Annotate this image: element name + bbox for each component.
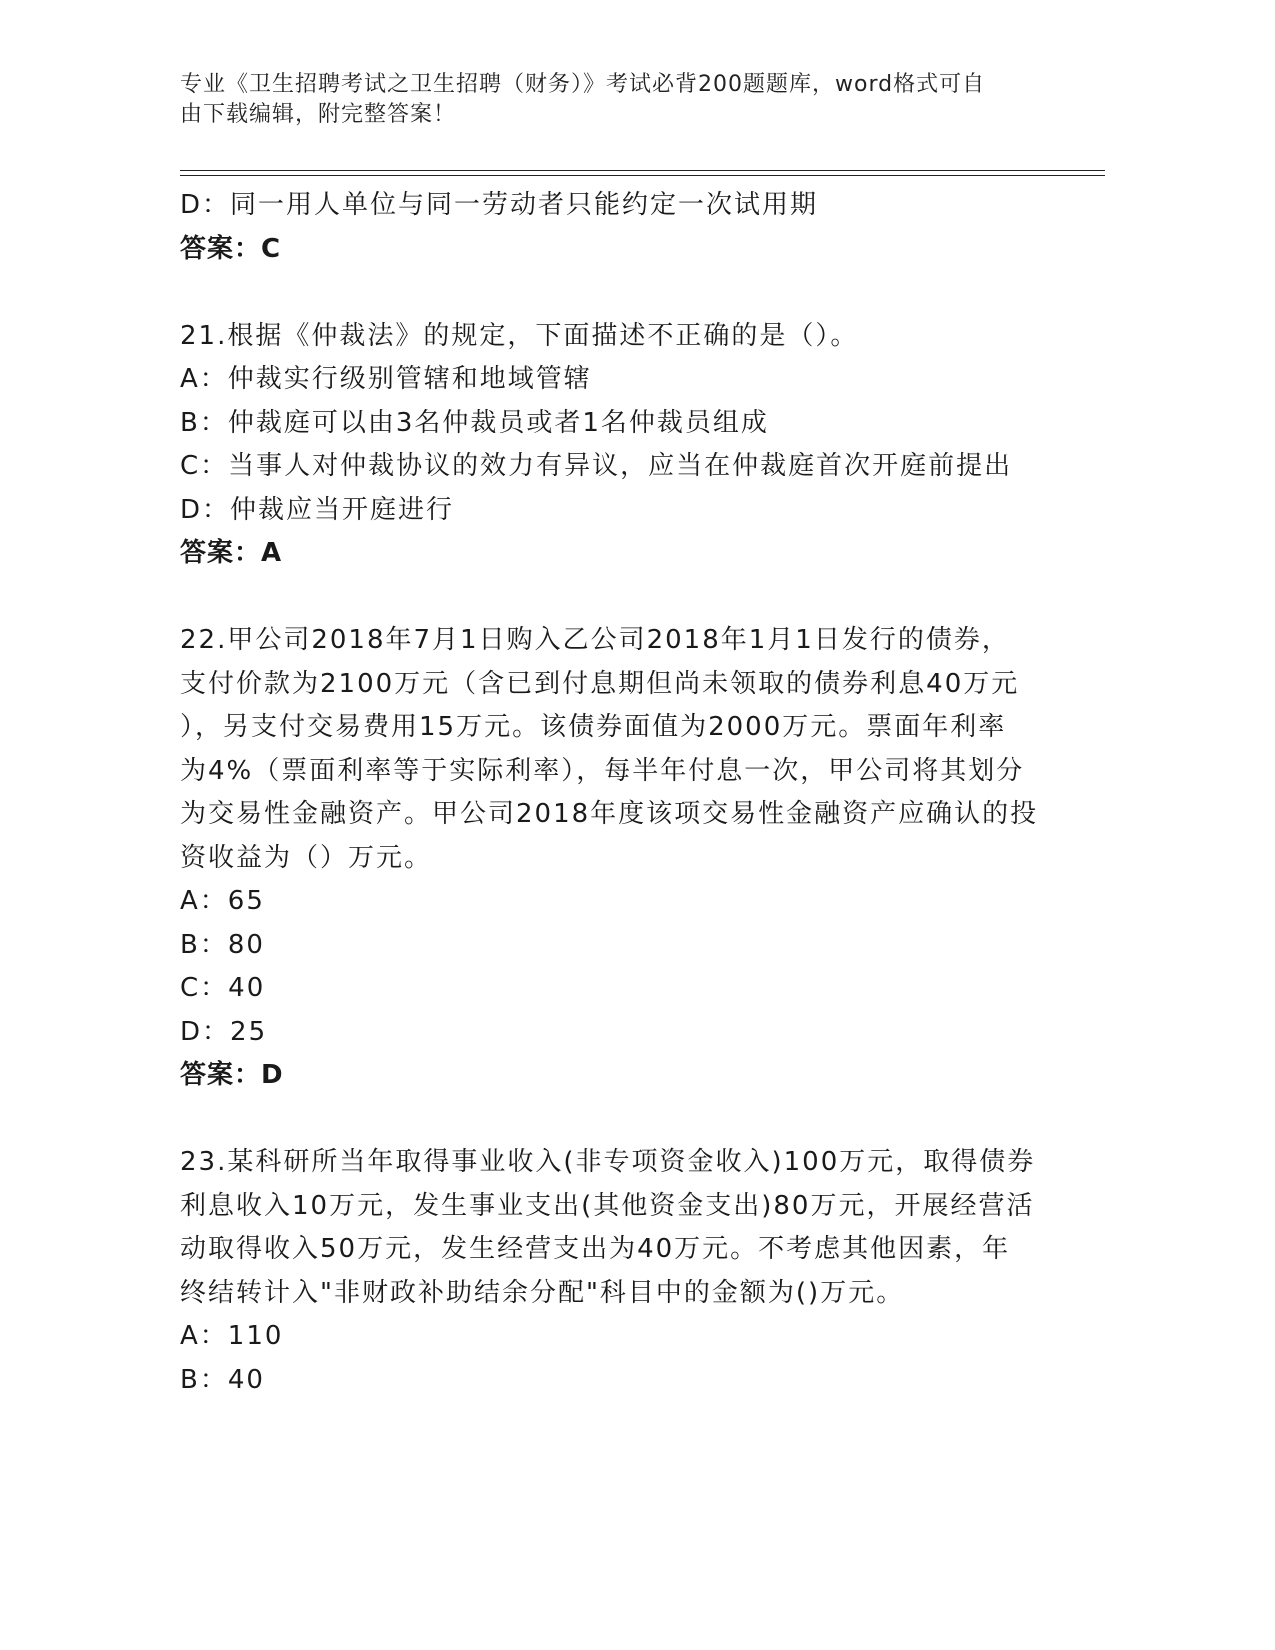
question-stem-line: ），另支付交易费用15万元。该债券面值为2000万元。票面年利率 — [180, 712, 1007, 742]
option-d: D：25 — [180, 1016, 268, 1047]
question-content — [180, 184, 1050, 1402]
question-stem-line: 动取得收入50万元，发生经营支出为40万元。不考虑其他因素，年 — [180, 1234, 1011, 1264]
header-divider-top — [180, 170, 1105, 171]
option-a: A：仲裁实行级别管辖和地域管辖 — [180, 364, 592, 394]
question-22 — [180, 619, 1050, 1098]
option-c: C：当事人对仲裁协议的效力有异议，应当在仲裁庭首次开庭前提出 — [180, 451, 1013, 481]
answer: 答案：A — [180, 538, 283, 568]
question-stem-line: 终结转计入"非财政补助结余分配"科目中的金额为()万元。 — [180, 1277, 905, 1308]
question-stem: 21.根据《仲裁法》的规定，下面描述不正确的是（）。 — [180, 320, 859, 351]
prev-answer: 答案：C — [180, 233, 282, 264]
header-line-1: 专业《卫生招聘考试之卫生招聘（财务）》考试必背200题题库，word格式可自 — [180, 72, 986, 97]
option-b: B：仲裁庭可以由3名仲裁员或者1名仲裁员组成 — [180, 407, 769, 438]
header-line-2: 由下载编辑，附完整答案！ — [180, 102, 457, 127]
question-stem-line: 支付价款为2100万元（含已到付息期但尚未领取的债券利息40万元 — [180, 668, 1020, 699]
question-stem-line: 23.某科研所当年取得事业收入(非专项资金收入)100万元，取得债券 — [180, 1147, 1036, 1177]
answer: 答案：D — [180, 1060, 284, 1090]
prev-option-d: D：同一用人单位与同一劳动者只能约定一次试用期 — [180, 190, 819, 220]
question-stem-line: 资收益为（）万元。 — [180, 842, 433, 873]
header-divider-bottom — [180, 175, 1105, 176]
spacer — [180, 271, 1050, 315]
option-d: D：仲裁应当开庭进行 — [180, 494, 455, 525]
question-stem-line: 22.甲公司2018年7月1日购入乙公司2018年1月1日发行的债券， — [180, 625, 1010, 655]
option-a: A：65 — [180, 886, 265, 916]
option-b: B：40 — [180, 1364, 265, 1395]
question-stem-line: 利息收入10万元，发生事业支出(其他资金支出)80万元，开展经营活 — [180, 1190, 1035, 1221]
document-header — [180, 70, 1040, 130]
question-21 — [180, 315, 1050, 576]
option-b: B：80 — [180, 929, 265, 960]
option-a: A：110 — [180, 1321, 284, 1351]
question-stem-line: 为4%（票面利率等于实际利率），每半年付息一次，甲公司将其划分 — [180, 755, 1025, 786]
question-stem-line: 为交易性金融资产。甲公司2018年度该项交易性金融资产应确认的投 — [180, 799, 1039, 829]
spacer — [180, 576, 1050, 620]
option-c: C：40 — [180, 973, 266, 1003]
question-23 — [180, 1141, 1050, 1402]
spacer — [180, 1098, 1050, 1142]
